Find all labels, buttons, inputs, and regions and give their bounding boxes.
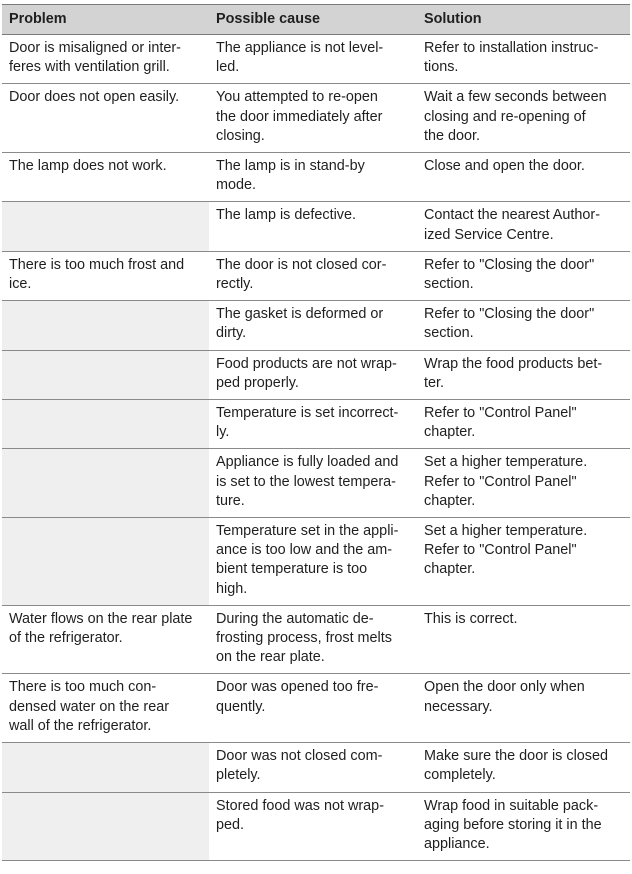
table-row (2, 35, 630, 84)
problem-cell (2, 400, 209, 449)
table-row (2, 153, 630, 202)
problem-cell: The lamp does not work. (2, 153, 209, 202)
table-row (2, 301, 630, 350)
possible-cause-cell: Door was not closed com- pletely. (209, 743, 417, 792)
solution-cell: Refer to "Closing the door" section. (417, 301, 630, 350)
table-row (2, 605, 630, 674)
column-header-possible-cause: Possible cause (209, 5, 417, 35)
table-row (2, 743, 630, 792)
problem-cell (2, 792, 209, 861)
solution-cell: Open the door only when necessary. (417, 674, 630, 743)
column-header-problem: Problem (2, 5, 209, 35)
table-row (2, 400, 630, 449)
possible-cause-cell: Door was opened too fre- quently. (209, 674, 417, 743)
possible-cause-cell: Temperature is set incorrect- ly. (209, 400, 417, 449)
solution-cell: Contact the nearest Author- ized Service Centre. (417, 202, 630, 251)
possible-cause-cell: Food products are not wrap- ped properly. (209, 350, 417, 399)
problem-cell (2, 202, 209, 251)
problem-cell (2, 518, 209, 606)
table-row (2, 350, 630, 399)
possible-cause-cell: The gasket is deformed or dirty. (209, 301, 417, 350)
solution-cell: Set a higher temperature. Refer to "Control Panel" chapter. (417, 518, 630, 606)
table-row (2, 84, 630, 153)
possible-cause-cell: The door is not closed cor- rectly. (209, 251, 417, 300)
solution-cell: Wrap the food products bet- ter. (417, 350, 630, 399)
solution-cell: Set a higher temperature. Refer to "Control Panel" chapter. (417, 449, 630, 518)
column-header-solution: Solution (417, 5, 630, 35)
solution-cell: Close and open the door. (417, 153, 630, 202)
table-row (2, 449, 630, 518)
problem-cell (2, 449, 209, 518)
solution-cell: Refer to installation instruc- tions. (417, 35, 630, 84)
possible-cause-cell: The lamp is in stand-by mode. (209, 153, 417, 202)
solution-cell: Refer to "Control Panel" chapter. (417, 400, 630, 449)
problem-cell: Door is misaligned or inter- feres with ventilation grill. (2, 35, 209, 84)
table-row (2, 518, 630, 606)
problem-cell (2, 743, 209, 792)
table-body (2, 35, 630, 861)
problem-cell (2, 350, 209, 399)
possible-cause-cell: You attempted to re-open the door immediately after closing. (209, 84, 417, 153)
solution-cell: Refer to "Closing the door" section. (417, 251, 630, 300)
solution-cell: Wait a few seconds between closing and re-opening of the door. (417, 84, 630, 153)
problem-cell: Water flows on the rear plate of the refrigerator. (2, 605, 209, 674)
problem-cell: Door does not open easily. (2, 84, 209, 153)
problem-cell: There is too much frost and ice. (2, 251, 209, 300)
solution-cell: This is correct. (417, 605, 630, 674)
problem-cell: There is too much con- densed water on the rear wall of the refrigerator. (2, 674, 209, 743)
table-row (2, 674, 630, 743)
possible-cause-cell: Appliance is fully loaded and is set to the lowest tempera- ture. (209, 449, 417, 518)
troubleshooting-table (2, 4, 630, 861)
table-header-row (2, 5, 630, 35)
solution-cell: Make sure the door is closed completely. (417, 743, 630, 792)
solution-cell: Wrap food in suitable pack- aging before storing it in the appliance. (417, 792, 630, 861)
table-row (2, 202, 630, 251)
possible-cause-cell: The appliance is not level- led. (209, 35, 417, 84)
problem-cell (2, 301, 209, 350)
table-row (2, 251, 630, 300)
possible-cause-cell: During the automatic de- frosting process, frost melts on the rear plate. (209, 605, 417, 674)
possible-cause-cell: The lamp is defective. (209, 202, 417, 251)
possible-cause-cell: Stored food was not wrap- ped. (209, 792, 417, 861)
table-row (2, 792, 630, 861)
possible-cause-cell: Temperature set in the appli- ance is too low and the am- bient temperature is too high. (209, 518, 417, 606)
